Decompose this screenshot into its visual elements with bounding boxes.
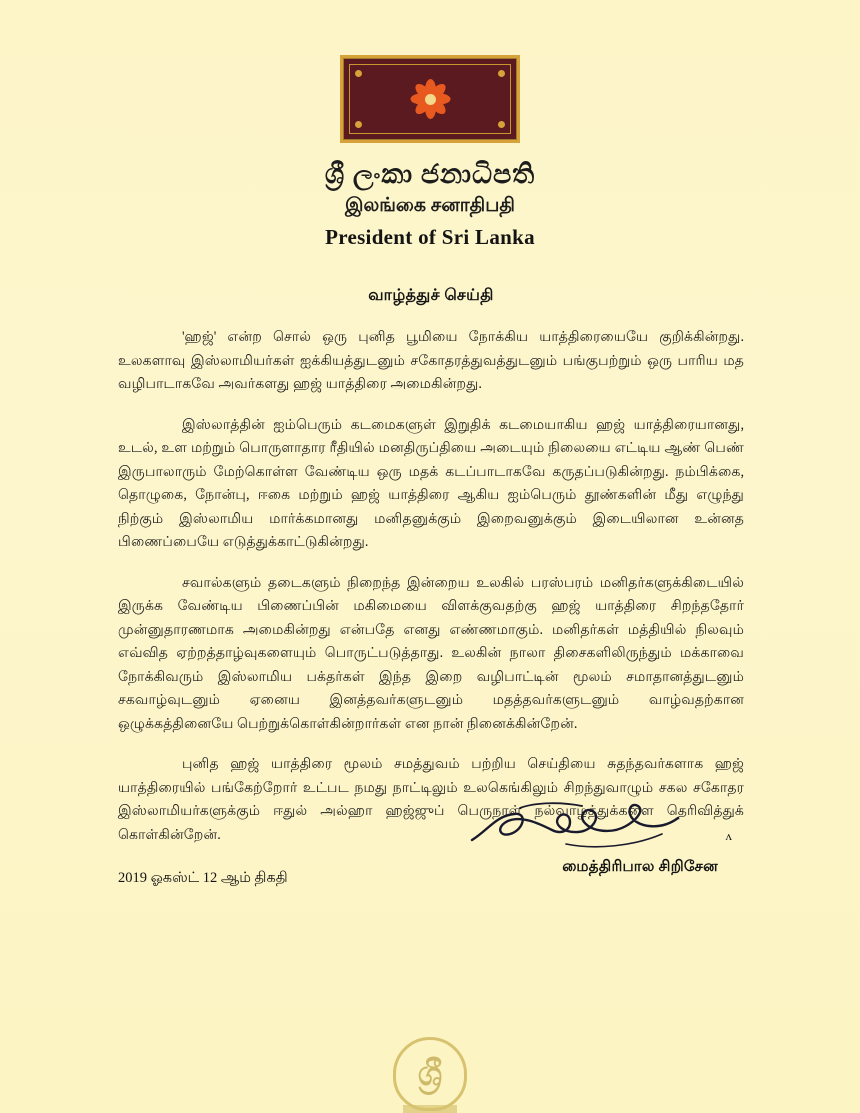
presidential-emblem-icon [340, 55, 520, 143]
emblem-corner-dot [498, 70, 505, 77]
paragraph-1: 'ஹஜ்' என்ற சொல் ஒரு புனித பூமியை நோக்கிய யாத்திரையையே குறிக்கின்றது. உலகளாவு இஸ்லாமியர்கள் ஐக்கியத்துடனும் சகோதரத்துவத்துடனும் பங்குபற்றும் ஒரு பாரிய மத வழிபாடாகவே அவர்களது ஹஜ் யாத்திரை அமைகின்றது. [118, 329, 744, 392]
emblem-corner-dot [355, 121, 362, 128]
page-title: வாழ்த்துச் செய்தி [368, 287, 494, 304]
presidential-seal-watermark-icon [393, 1037, 467, 1111]
letterhead-tamil: இலங்கை சனாதிபதி [345, 195, 515, 216]
emblem-corner-dot [498, 121, 505, 128]
sun-motif-icon [408, 77, 452, 121]
letter-body [118, 286, 744, 864]
letterhead [0, 55, 860, 250]
emblem-corner-dot [355, 70, 362, 77]
letterhead-english: President of Sri Lanka [325, 225, 535, 249]
signature-block [118, 800, 744, 910]
paragraph-3: சவால்களும் தடைகளும் நிறைந்த இன்றைய உலகில் பரஸ்பரம் மனிதர்களுக்கிடையில் இருக்க வேண்டிய பிணைப்பின் மகிமையை விளக்குவதற்கு ஹஜ் யாத்திரை சிறந்ததோர் முன்னுதாரணமாக அமைகின்றது என்பதே எனது எண்ணமாகும். மனிதர்கள் மத்தியில் நிலவும் எவ்வித ஏற்றத்தாழ்வுகளையும் பொருட்படுத்தாது. உலகின் நாலா திசைகளிலிருந்தும் மக்காவை நோக்கிவரும் இஸ்லாமிய பக்தர்கள் இந்த இறை வழிபாட்டின் மூலம் சமாதானத்துடனும் சகவாழ்வுடனும் ஏனைய இனத்தவர்களுடனும் மதத்தவர்களுடனும் வாழ்வதற்கான ஒழுக்கத்தினையே பெற்றுக்கொள்கின்றார்கள் என நான் நினைக்கின்றேன். [118, 574, 744, 732]
letterhead-sinhala: ශ්‍රී ලංකා ජනාධිපති [324, 159, 536, 189]
signature-icon [466, 800, 696, 856]
seal-glyph: ශ්‍රී [417, 1056, 443, 1094]
paragraph-4: புனித ஹஜ் யாத்திரை மூலம் சமத்துவம் பற்றிய செய்தியை சுதந்தவர்களாக ஹஜ் யாத்திரையில் பங்கேற்றோர் உட்பட நமது நாட்டிலும் உலகெங்கிலும் சிறந்துவாழும் சகல சகோதர இஸ்லாமியர்களுக்கும் ஈதுல் அல்ஹா ஹஜ்ஜுப் பெருநாள் நல்வாழ்த்துக்களை தெரிவித்துக் கொள்கின்றேன். [118, 756, 744, 843]
signature-caret-mark: ʌ [725, 828, 732, 843]
signatory-name: மைத்திரிபால சிறிசேன [562, 859, 718, 875]
document-date: 2019 ஓகஸ்ட் 12 ஆம் திகதி [118, 870, 288, 886]
paragraph-2: இஸ்லாத்தின் ஐம்பெரும் கடமைகளுள் இறுதிக் கடமையாகிய ஹஜ் யாத்திரையானது, உடல், உள மற்றும் பொருளாதார ரீதியில் மனதிருப்தியை அடையும் நிலையை எட்டிய ஆண் பெண் இருபாலாரும் மேற்கொள்ள வேண்டிய ஒரு மதக் கடப்பாடாகவே கருதப்படுகின்றது. நம்பிக்கை, தொழுகை, நோன்பு, ஈகை மற்றும் ஹஜ் யாத்திரை ஆகிய ஐம்பெரும் தூண்களின் மீது எழுந்து நிற்கும் இஸ்லாமிய மார்க்கமானது மனிதனுக்கும் இறைவனுக்கும் இடையிலான உன்னத பிணைப்பையே எடுத்துக்காட்டுகின்றது. [118, 416, 744, 550]
